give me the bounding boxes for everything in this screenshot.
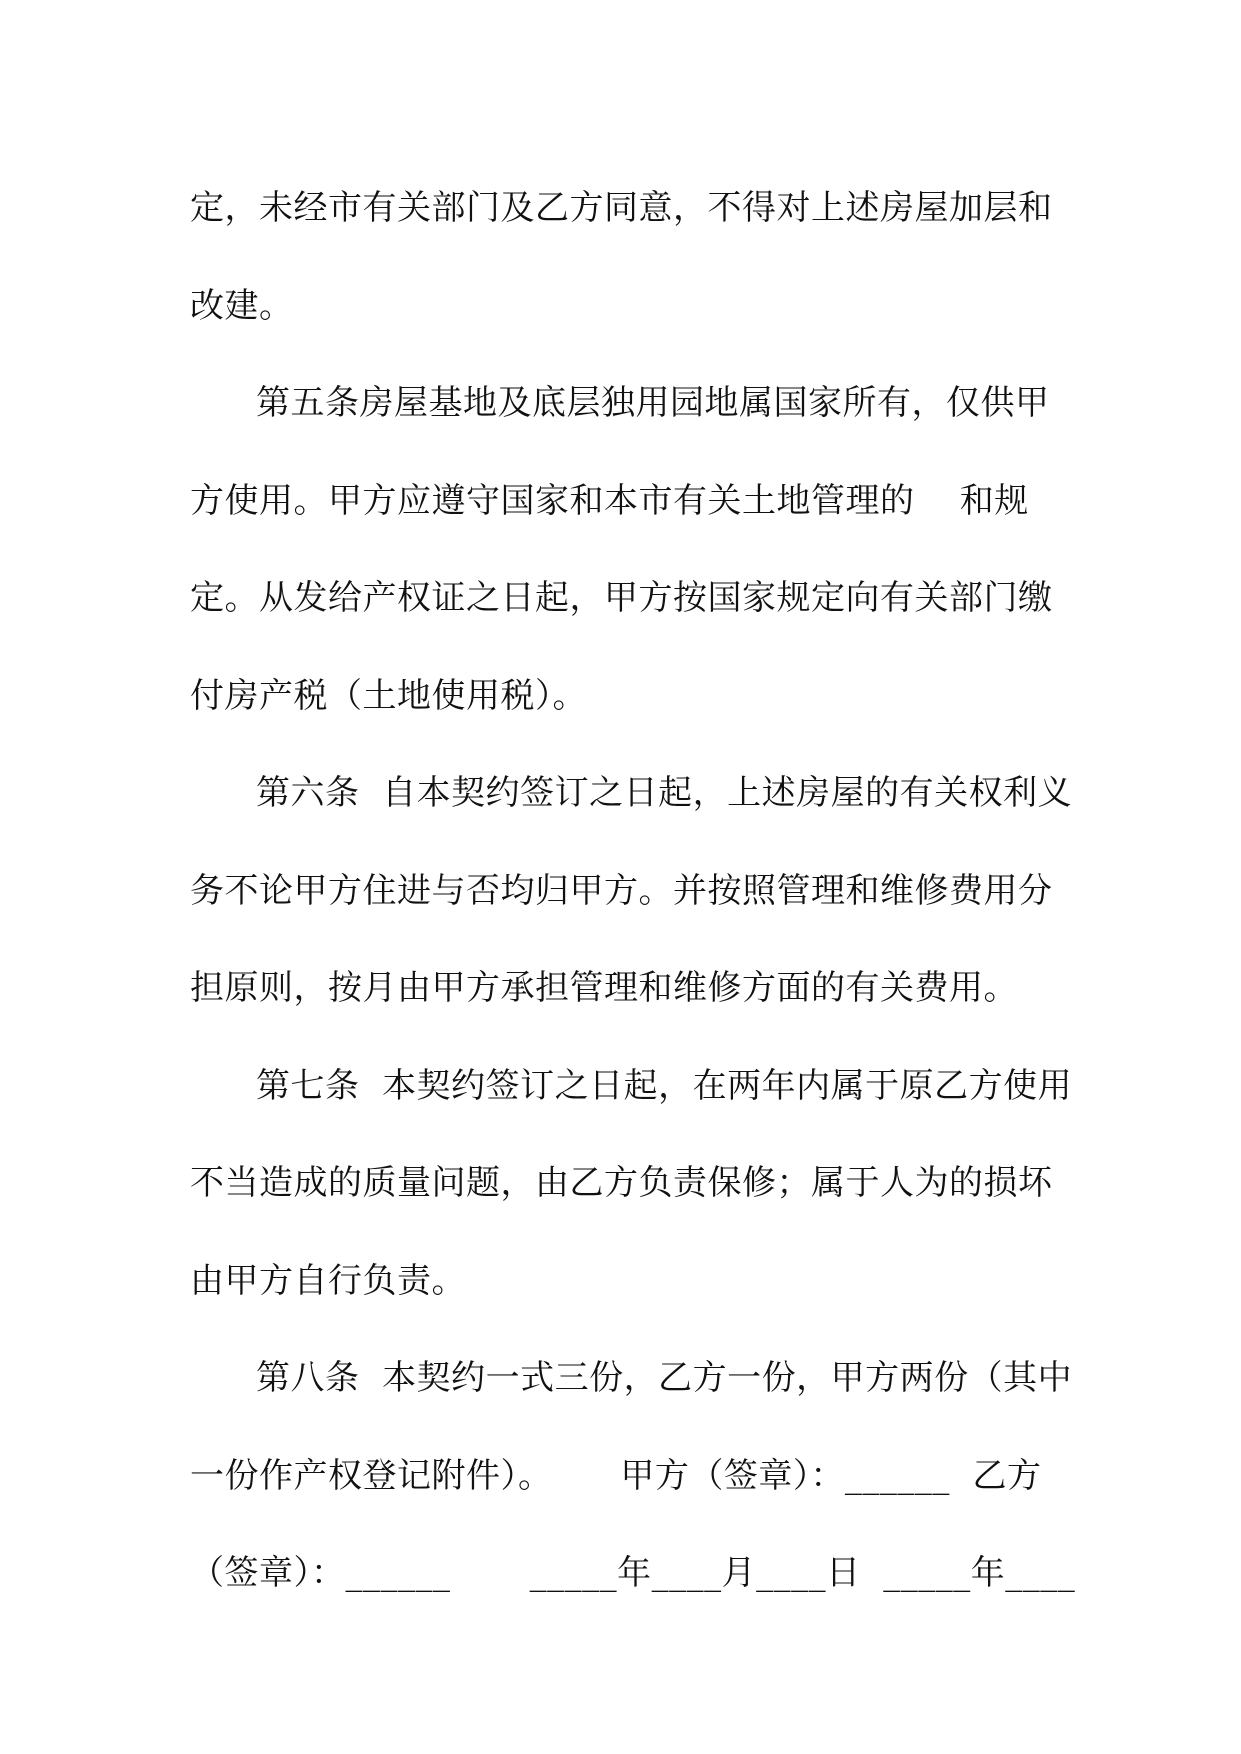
article-6-line-2: 务不论甲方住进与否均归甲方。并按照管理和维修费用分 <box>190 870 1053 911</box>
signature-line-1: 一份作产权登记附件）。 甲方（签章）：______ 乙方 <box>190 1455 1042 1496</box>
text-line-1: 定，未经市有关部门及乙方同意，不得对上述房屋加层和 <box>190 188 1053 228</box>
signature-line-2: （签章）：______ _____年____月____日 _____年____ <box>190 1553 1076 1593</box>
article-5-line-2: 方使用。甲方应遵守国家和本市有关土地管理的 和规 <box>190 480 1029 521</box>
article-5-line-1: 第五条房屋基地及底层独用园地属国家所有，仅供甲 <box>256 383 1050 423</box>
article-7-line-2: 不当造成的质量问题，由乙方负责保修；属于人为的损坏 <box>190 1163 1053 1203</box>
article-5-line-4: 付房产税（土地使用税）。 <box>190 675 587 716</box>
article-6-line-1: 第六条 自本契约签订之日起，上述房屋的有关权利义 <box>256 773 1073 813</box>
document-body <box>190 160 1076 1623</box>
article-7-line-1: 第七条 本契约签订之日起，在两年内属于原乙方使用 <box>256 1065 1073 1106</box>
article-5-line-3: 定。从发给产权证之日起，甲方按国家规定向有关部门缴 <box>190 578 1053 618</box>
text-line-2: 改建。 <box>190 285 294 326</box>
article-6-line-3: 担原则，按月由甲方承担管理和维修方面的有关费用。 <box>190 968 1018 1008</box>
article-8-line-1: 第八条 本契约一式三份，乙方一份，甲方两份（其中 <box>256 1358 1073 1398</box>
article-7-line-3: 由甲方自行负责。 <box>190 1260 466 1301</box>
